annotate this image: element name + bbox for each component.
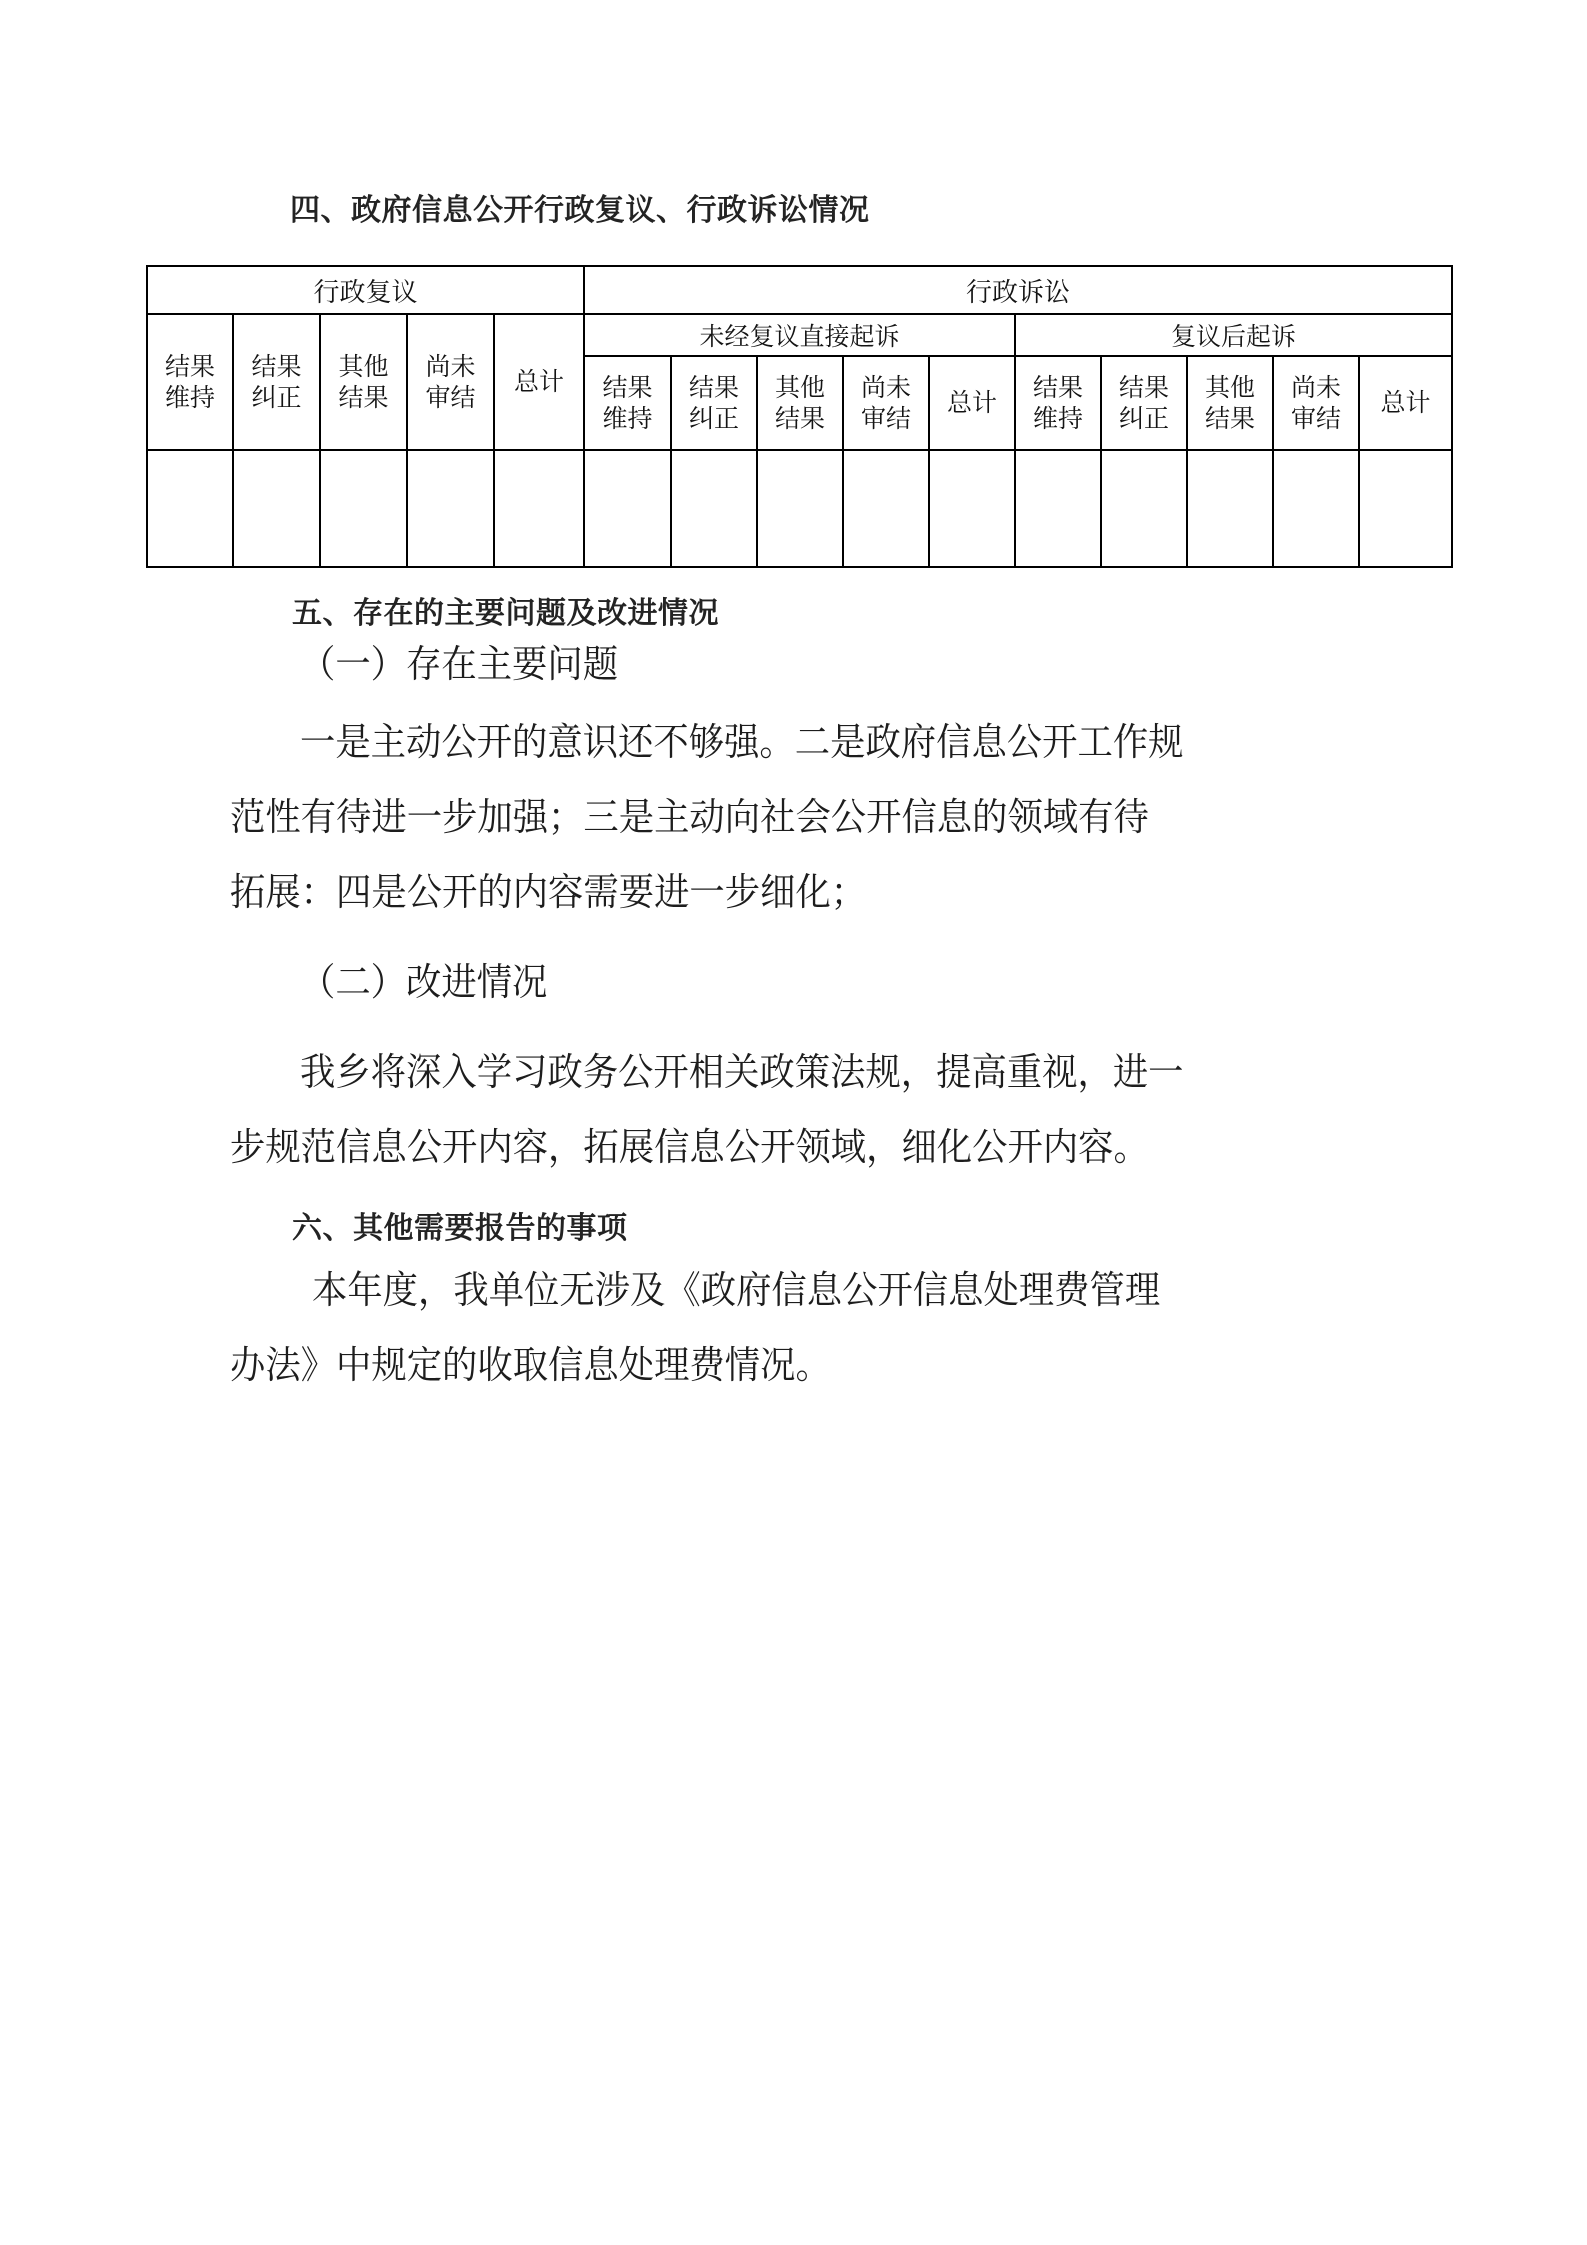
cell-reconsideration-other[interactable] xyxy=(320,450,407,567)
group-header-administrative-reconsideration: 行政复议 xyxy=(147,266,584,314)
cell-after-reconsideration-total[interactable] xyxy=(1359,450,1452,567)
section-6-line-2: 办法》中规定的收取信息处理费情况。 xyxy=(230,1343,831,1387)
header-line-2: 维持 xyxy=(602,403,653,433)
header-line-2: 纠正 xyxy=(688,403,739,433)
header-line-1: 其他 xyxy=(1204,372,1255,402)
header-after-reconsideration-pending xyxy=(1273,356,1359,450)
section-4-heading: 四、政府信息公开行政复议、行政诉讼情况 xyxy=(290,193,870,228)
header-after-reconsideration-other xyxy=(1187,356,1273,450)
header-reconsideration-pending xyxy=(407,314,494,450)
cell-after-reconsideration-upheld[interactable] xyxy=(1015,450,1101,567)
header-line-1: 尚未 xyxy=(425,351,476,381)
header-line-2: 审结 xyxy=(860,403,911,433)
header-reconsideration-total: 总计 xyxy=(494,314,584,450)
cell-reconsideration-corrected[interactable] xyxy=(233,450,320,567)
cell-direct-suit-upheld[interactable] xyxy=(584,450,671,567)
section-5-sub-2-heading: （二）改进情况 xyxy=(300,960,548,1004)
header-direct-suit-upheld xyxy=(584,356,671,450)
cell-reconsideration-upheld[interactable] xyxy=(147,450,233,567)
cell-direct-suit-other[interactable] xyxy=(757,450,843,567)
header-line-1: 其他 xyxy=(774,372,825,402)
section-6-heading: 六、其他需要报告的事项 xyxy=(292,1211,628,1246)
cell-after-reconsideration-pending[interactable] xyxy=(1273,450,1359,567)
administrative-review-litigation-table xyxy=(146,265,1453,568)
header-line-2: 维持 xyxy=(1032,403,1083,433)
header-after-reconsideration-corrected xyxy=(1101,356,1187,450)
header-line-2: 审结 xyxy=(425,382,476,412)
header-line-2: 结果 xyxy=(1204,403,1255,433)
section-5-sub-1-line-1: 一是主动公开的意识还不够强。二是政府信息公开工作规 xyxy=(300,720,1184,764)
header-line-2: 审结 xyxy=(1290,403,1341,433)
header-line-2: 结果 xyxy=(338,382,389,412)
subgroup-header-suit-after-reconsideration: 复议后起诉 xyxy=(1015,314,1452,356)
header-line-1: 结果 xyxy=(688,372,739,402)
header-reconsideration-corrected xyxy=(233,314,320,450)
table-subgroup-row xyxy=(147,314,1452,356)
header-line-2: 结果 xyxy=(774,403,825,433)
header-line-1: 结果 xyxy=(1118,372,1169,402)
section-5-sub-1-line-3: 拓展：四是公开的内容需要进一步细化； xyxy=(230,870,867,914)
header-after-reconsideration-upheld xyxy=(1015,356,1101,450)
table-row xyxy=(147,450,1452,567)
table-group-row xyxy=(147,266,1452,314)
section-5-sub-2-line-1: 我乡将深入学习政务公开相关政策法规，提高重视，进一 xyxy=(300,1050,1184,1094)
header-reconsideration-upheld xyxy=(147,314,233,450)
header-direct-suit-total: 总计 xyxy=(929,356,1015,450)
header-direct-suit-pending xyxy=(843,356,929,450)
header-line-2: 纠正 xyxy=(251,382,302,412)
cell-reconsideration-pending[interactable] xyxy=(407,450,494,567)
header-line-1: 尚未 xyxy=(1290,372,1341,402)
header-direct-suit-corrected xyxy=(671,356,757,450)
header-after-reconsideration-total: 总计 xyxy=(1359,356,1452,450)
header-line-1: 结果 xyxy=(1032,372,1083,402)
header-line-1: 其他 xyxy=(338,351,389,381)
section-6-line-1: 本年度，我单位无涉及《政府信息公开信息处理费管理 xyxy=(312,1268,1161,1312)
administrative-review-litigation-table-wrapper xyxy=(146,265,1445,568)
subgroup-header-direct-suit: 未经复议直接起诉 xyxy=(584,314,1015,356)
cell-direct-suit-total[interactable] xyxy=(929,450,1015,567)
header-line-1: 结果 xyxy=(602,372,653,402)
header-line-1: 结果 xyxy=(251,351,302,381)
section-5-sub-1-heading: （一）存在主要问题 xyxy=(300,642,619,686)
header-line-2: 维持 xyxy=(164,382,215,412)
cell-reconsideration-total[interactable] xyxy=(494,450,584,567)
header-reconsideration-other xyxy=(320,314,407,450)
header-line-1: 结果 xyxy=(164,351,215,381)
header-line-1: 尚未 xyxy=(860,372,911,402)
group-header-administrative-litigation: 行政诉讼 xyxy=(584,266,1452,314)
header-line-2: 纠正 xyxy=(1118,403,1169,433)
section-5-sub-1-line-2: 范性有待进一步加强；三是主动向社会公开信息的领域有待 xyxy=(230,795,1149,839)
section-5-heading: 五、存在的主要问题及改进情况 xyxy=(292,596,719,631)
cell-after-reconsideration-corrected[interactable] xyxy=(1101,450,1187,567)
cell-direct-suit-corrected[interactable] xyxy=(671,450,757,567)
cell-after-reconsideration-other[interactable] xyxy=(1187,450,1273,567)
header-direct-suit-other xyxy=(757,356,843,450)
section-5-sub-2-line-2: 步规范信息公开内容，拓展信息公开领域，细化公开内容。 xyxy=(230,1125,1149,1169)
cell-direct-suit-pending[interactable] xyxy=(843,450,929,567)
